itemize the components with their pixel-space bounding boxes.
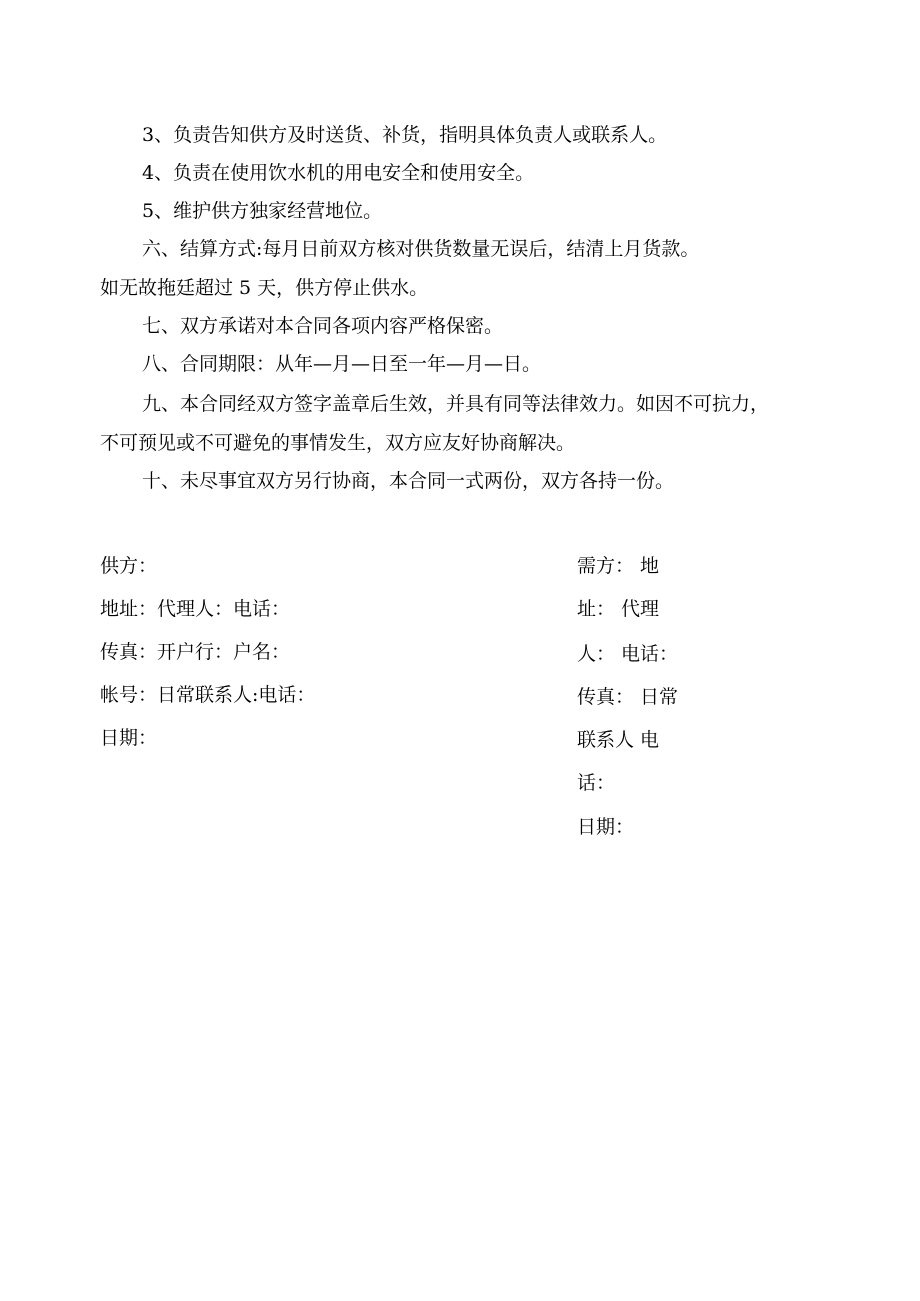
supplier-fax-bank-account-name: 传真：开户行：户名： xyxy=(100,641,291,663)
clause-6-continuation: 如无故拖廷超过 5 天，供方停止供水。 xyxy=(100,277,429,299)
clause-7-confidentiality: 七、双方承诺对本合同各项内容严格保密。 xyxy=(142,315,504,337)
buyer-address-agent: 址： 代理 xyxy=(577,598,660,620)
clause-9-continuation: 不可预见或不可避免的事情发生，双方应友好协商解决。 xyxy=(100,432,576,454)
buyer-contact: 联系人 电 xyxy=(577,729,660,751)
supplier-date: 日期： xyxy=(100,727,158,749)
supplier-label: 供方： xyxy=(100,555,158,577)
supplier-account-contact-phone: 帐号：日常联系人:电话： xyxy=(100,684,316,706)
clause-10-misc: 十、未尽事宜双方另行协商，本合同一式两份，双方各持一份。 xyxy=(142,470,675,492)
clause-8-term: 八、合同期限：从年—月—日至一年—月—日。 xyxy=(142,353,542,375)
clause-4: 4、负责在使用饮水机的用电安全和使用安全。 xyxy=(142,162,535,184)
clause-5: 5、维护供方独家经营地位。 xyxy=(142,200,383,222)
buyer-fax-daily: 传真： 日常 xyxy=(577,686,679,708)
buyer-date: 日期： xyxy=(577,816,635,838)
clause-9-effect: 九、本合同经双方签字盖章后生效，并具有同等法律效力。如因不可抗力， xyxy=(142,393,770,415)
clause-3: 3、负责告知供方及时送货、补货，指明具体负责人或联系人。 xyxy=(142,124,668,146)
buyer-agent-phone: 人： 电话： xyxy=(577,643,679,665)
buyer-label: 需方： 地 xyxy=(577,555,660,577)
clause-6-settlement: 六、结算方式:每月日前双方核对供货数量无误后，结清上月货款。 xyxy=(142,238,700,260)
buyer-phone: 话： xyxy=(577,772,616,794)
supplier-address-agent-phone: 地址：代理人：电话： xyxy=(100,598,291,620)
